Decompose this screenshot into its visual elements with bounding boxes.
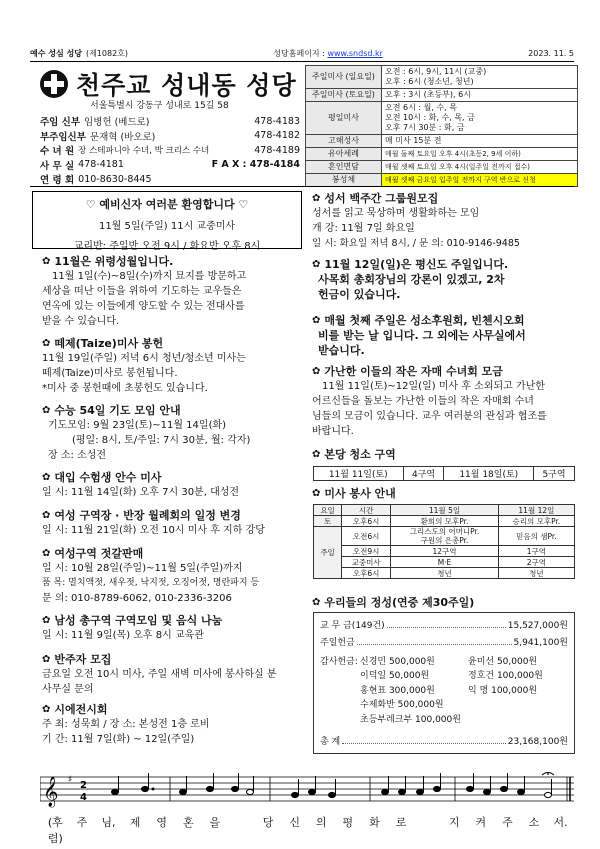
- notice-exam-prayer: ✿ 수능 54일 기도 모임 안내 기도모임: 9월 23일(토)~11월 14일(화) (평일: 8시, 토/주일: 7시 30분, 월: 각자) 장 소: 소성전: [42, 403, 304, 463]
- notice-taize-mass: ✿ 떼제(Taize)미사 봉헌 11월 19일(주일) 저녁 6시 청년/청소년 미사는 떼제(Taize)미사로 봉헌됩니다. *미사 중 봉헌때에 초봉헌도 있습니다.: [42, 336, 304, 396]
- table-row: 11월 11일(토) 4구역 11월 18일(토) 5구역: [314, 467, 575, 481]
- notice-laity-sunday: ✿ 11월 12일(일)은 평신도 주일입니다. 사목회 총회장님의 강론이 있겠고, 2차 헌금이 있습니다.: [312, 257, 580, 302]
- time-signature-top: 2: [80, 780, 87, 791]
- staff-row: 수 녀 원 장 스테파니아 수녀, 박 크리스 수녀 478-4189: [40, 144, 300, 158]
- table-row: 토 오후6시 환희의 모후Pr. 승리의 모후Pr.: [314, 516, 575, 527]
- top-rule: [30, 61, 574, 62]
- notice-exam-mass: ✿ 대입 수험생 안수 미사 일 시: 11월 14일(화) 오후 7시 30분, 대성전: [42, 470, 304, 500]
- notice-salted-fish-sale: ✿ 여성구역 젓갈판매 일 시: 10월 28일(주일)~11월 5일(주일)까지 품 목: 멸치액젓, 새우젓, 낙지젓, 오징어젓, 명란파지 등 문 의: 010-8789-6062, 010-2336-3206: [42, 546, 304, 606]
- homepage-label: 성당홈페이지 :: [273, 48, 325, 58]
- welcome-line: 교리반: 주일반 오전 9시 / 화요반 오후 8시: [73, 241, 261, 252]
- mass-schedule-table: [305, 65, 578, 187]
- donation-total-line: 총 계 23,168,100원: [320, 734, 568, 747]
- time-signature-bottom: 4: [80, 792, 87, 803]
- cleaning-section-title: ✿ 본당 청소 구역: [312, 447, 580, 462]
- schedule-row: 고해성사 매 미사 15분 전: [306, 135, 578, 148]
- notice-first-sunday: ✿ 매월 첫째 주일은 성소후원회, 빈첸시오회 비를 받는 날 입니다. 그 외에는 사무실에서 받습니다.: [312, 313, 580, 358]
- table-row: 교중미사 M·E 2구역: [314, 557, 575, 568]
- treble-clef-icon: 𝄞: [43, 777, 59, 807]
- schedule-row: 유아세례 매월 둘째 토요일 오후 4시(초등2, 9세 이하): [306, 148, 578, 161]
- notice-men-meeting: ✿ 남성 총구역 구역모임 및 음식 나눔 일 시: 11월 9일(목) 오후 8시 교육관: [42, 613, 304, 643]
- staff-directory: [40, 114, 300, 187]
- parish-address: 서울특별시 강동구 성내로 15길 58: [90, 101, 229, 111]
- notice-poetry-exhibit: ✿ 시에전시회 주 최: 성묵회 / 장 소: 본성전 1층 로비 기 간: 11월 7일(화) ~ 12일(주일): [42, 702, 304, 747]
- table-row: 오전9시 12구역 1구역: [314, 546, 575, 557]
- music-staff: [40, 771, 574, 809]
- sharp-icon: ♯: [68, 775, 73, 785]
- notice-sisters-fundraising: ✿ 가난한 이들의 작은 자매 수녀회 모금 11월 11일(토)~12일(일) 미사 후 소외되고 가난한 어르신들을 돌보는 가난한 이들의 작은 자매회 수녀 님들의 모금이 있습니다. 교우 여러분의 관심과 협조를 바랍니다.: [312, 364, 580, 439]
- donation-line: 주일헌금 5,941,100원: [320, 635, 568, 648]
- top-bar: [30, 46, 574, 60]
- donation-box: [313, 612, 575, 754]
- donation-line: 교 무 금(149건) 15,527,000원: [320, 618, 568, 631]
- staff-row: 연 령 회 010-8630-8445: [40, 173, 152, 187]
- welcome-box: [32, 191, 302, 252]
- notice-bible-group: ✿ 성서 백주간 그룹원모집 성서를 읽고 묵상하며 생활화하는 모임 개 강: 11월 7일 화요일 일 시: 화요일 저녁 8시, / 문 의: 010-9146-9485: [312, 191, 580, 251]
- parish-short-name: 예수 성심 성당: [30, 48, 82, 58]
- table-row: 오후6시 청년 청년: [314, 568, 575, 579]
- hymn-lyrics: (후렴) 주 님, 제 영 혼 을 당 신 의 평 화 로 지 켜 주 소 서.: [47, 816, 568, 845]
- schedule-row: 혼인면담 매월 셋째 토요일 오후 4시(일주일 전까지 접수): [306, 161, 578, 174]
- thanks-offerings: 감사헌금: 신경민 500,000원 윤미선 50,000원 이덕일 50,000원 정호건 100,000원 홍현표 300,000원 익 명 100,000원 수제화반 500,000원 초등부레크부 100,000원: [320, 656, 543, 725]
- welcome-line: 11월 5일(주일) 11시 교중미사: [98, 221, 236, 232]
- welcome-title: ♡ 예비신자 여러분 환영합니다 ♡: [85, 198, 249, 211]
- schedule-row: 주일미사 (일요일) 오전 : 6시, 9시, 11시 (교중) 오후 : 6시 (청소년, 청년): [306, 66, 578, 89]
- notice-all-souls: ✿ 11월은 위령성월입니다. 11월 1일(수)~8일(수)까지 묘지를 방문하고 세상을 떠난 이들을 위하여 기도하는 교우들은 연옥에 있는 이들에게 양도할 수 있는 전대사를 받을 수 있습니다.: [42, 254, 304, 329]
- issue-number: (제1082호): [85, 48, 129, 58]
- bulletin-date: 2023. 11. 5: [528, 48, 574, 58]
- schedule-row: 봉성체 매월 셋째 금요일 입주일 전까지 구역 반으로 신청: [306, 174, 578, 187]
- cleaning-table: [313, 466, 575, 481]
- header-rule: [30, 186, 574, 187]
- schedule-row: 평일미사 오전 6시 : 월, 수, 목 오전 10시 : 화, 수, 목, 금 오후 7시 30분 : 화, 금: [306, 102, 578, 135]
- cross-logo-icon: [40, 70, 68, 98]
- donation-section-title: ✿ 우리들의 정성(연중 제30주일): [312, 595, 580, 610]
- staff-row: 사 무 실 478-4181 F A X : 478-4184: [40, 159, 300, 172]
- staff-row: 부주임신부 문재혁 (바오로) 478-4182: [40, 130, 300, 143]
- parish-name: 천주교 성내동 성당: [76, 71, 297, 100]
- schedule-row: 주일미사 (토요일) 오후 : 3시 (초등부), 6시: [306, 89, 578, 102]
- notice-women-meeting: ✿ 여성 구역장 · 반장 월례회의 일정 변경 일 시: 11월 21일(화) 오전 10시 미사 후 지하 강당: [42, 508, 304, 538]
- notice-organist-recruit: ✿ 반주자 모집 금요일 오전 10시 미사, 주일 새벽 미사에 봉사하실 분 사무실 문의: [42, 652, 304, 697]
- staff-row: 주임 신부 임병헌 (베드로) 478-4183: [40, 115, 300, 129]
- mass-service-table: [313, 504, 575, 579]
- mass-service-section-title: ✿ 미사 봉사 안내: [312, 486, 580, 501]
- table-header-row: 요일 시간 11월 5일 11월 12일: [314, 505, 575, 516]
- table-row: 주일 오전6시 그리스도의 어머니Pr. 구원의 은총Pr. 믿음의 샘Pr.: [314, 527, 575, 546]
- homepage-link[interactable]: www.sndsd.kr: [327, 48, 383, 58]
